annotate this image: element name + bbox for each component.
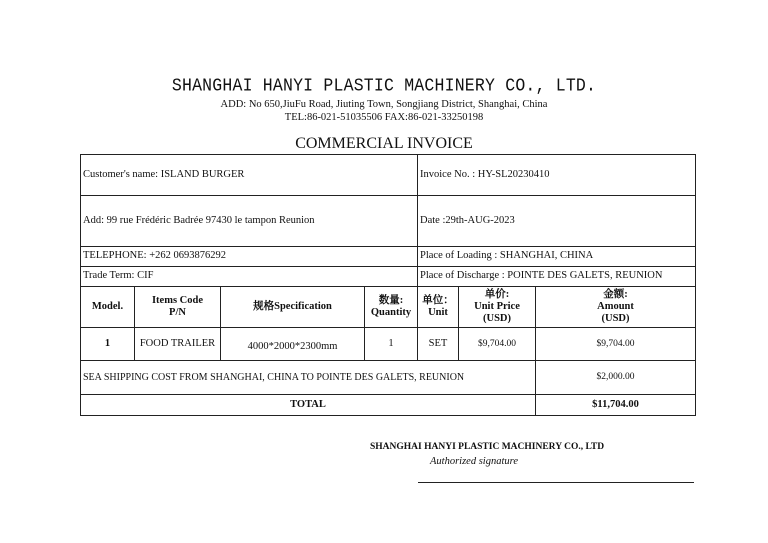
shipping-description: SEA SHIPPING COST FROM SHANGHAI, CHINA TO POINTE DES GALETS, REUNION	[81, 361, 536, 395]
col-header-model: Model.	[81, 287, 135, 328]
customer-telephone: TELEPHONE: +262 0693876292	[81, 247, 418, 267]
customer-row	[81, 155, 696, 196]
shipping-amount: $2,000.00	[536, 361, 696, 395]
trade-term-row	[81, 267, 696, 287]
total-label: TOTAL	[81, 395, 536, 416]
total-amount: $11,704.00	[536, 395, 696, 416]
col-header-unit-price: 单价: Unit Price (USD)	[459, 287, 536, 328]
col-header-unit: 单位： Unit	[418, 287, 459, 328]
signature-label: Authorized signature	[430, 456, 518, 467]
shipping-row	[81, 361, 696, 395]
document-title: COMMERCIAL INVOICE	[295, 135, 473, 152]
item-specification: 4000*2000*2300mm	[221, 328, 365, 361]
invoice-table	[80, 154, 696, 416]
col-header-specification: 规格Specification	[221, 287, 365, 328]
item-amount: $9,704.00	[536, 328, 696, 361]
table-row	[81, 328, 696, 361]
item-model: 1	[81, 328, 135, 361]
item-quantity: 1	[365, 328, 418, 361]
col-header-amount: 金额: Amount (USD)	[536, 287, 696, 328]
address-row	[81, 196, 696, 247]
item-unit: SET	[418, 328, 459, 361]
invoice-number: Invoice No. : HY-SL20230410	[418, 155, 696, 196]
total-row	[81, 395, 696, 416]
signature-company: SHANGHAI HANYI PLASTIC MACHINERY CO., LTD	[370, 442, 605, 452]
invoice-date: Date :29th-AUG-2023	[418, 196, 696, 247]
item-unit-price: $9,704.00	[459, 328, 536, 361]
col-header-items-code: Items Code P/N	[135, 287, 221, 328]
place-of-loading: Place of Loading : SHANGHAI, CHINA	[418, 247, 696, 267]
telephone-row	[81, 247, 696, 267]
company-address: ADD: No 650,JiuFu Road, Jiuting Town, Songjiang District, Shanghai, China	[220, 99, 548, 110]
column-header-row	[81, 287, 696, 328]
customer-address: Add: 99 rue Frédéric Badrée 97430 le tampon Reunion	[81, 196, 418, 247]
signature-line	[418, 482, 694, 483]
customer-name: Customer's name: ISLAND BURGER	[81, 155, 418, 196]
place-of-discharge: Place of Discharge : POINTE DES GALETS, REUNION	[418, 267, 696, 287]
company-name: SHANGHAI HANYI PLASTIC MACHINERY CO., LTD.	[171, 74, 597, 97]
company-contact: TEL:86-021-51035506 FAX:86-021-33250198	[284, 112, 484, 123]
trade-term: Trade Term: CIF	[81, 267, 418, 287]
item-code: FOOD TRAILER	[135, 328, 221, 361]
col-header-quantity: 数量: Quantity	[365, 287, 418, 328]
